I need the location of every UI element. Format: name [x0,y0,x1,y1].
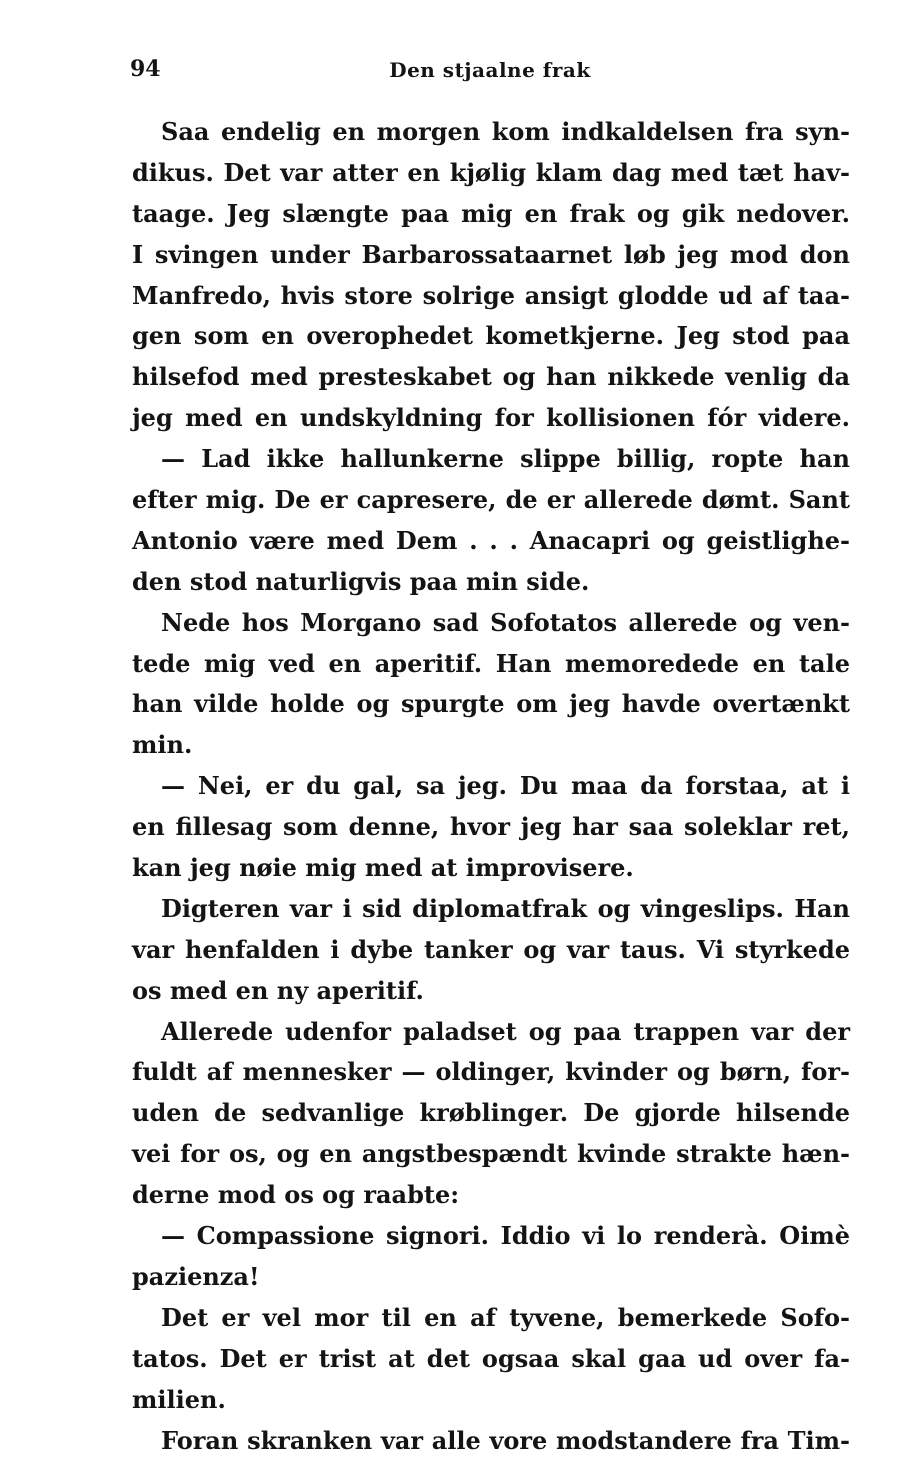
text-line: kan jeg nøie mig med at improvisere. [132,848,850,889]
page-number: 94 [130,56,161,82]
text-line: vei for os, og en angstbespændt kvinde strakte hæn- [132,1134,850,1175]
text-line: fuldt af mennesker — oldinger, kvinder og børn, for- [132,1052,850,1093]
text-line: jeg med en undskyldning for kollisionen fór videre. [132,398,850,439]
text-line: uden de sedvanlige krøblinger. De gjorde hilsende [132,1093,850,1134]
text-line: gen som en overophedet kometkjerne. Jeg stod paa [132,316,850,357]
text-line: han vilde holde og spurgte om jeg havde overtænkt [132,684,850,725]
running-title: Den stjaalne frak [130,58,850,82]
text-line: Nede hos Morgano sad Sofotatos allerede og ven- [132,603,850,644]
body-text [132,112,850,1461]
text-line: taage. Jeg slængte paa mig en frak og gik nedover. [132,194,850,235]
text-line: Antonio være med Dem . . . Anacapri og geistlighe- [132,521,850,562]
text-line: — Lad ikke hallunkerne slippe billig, ropte han [132,439,850,480]
text-line: var henfalden i dybe tanker og var taus. Vi styrkede [132,930,850,971]
text-line: min. [132,725,850,766]
text-line: Det er vel mor til en af tyvene, bemerkede Sofo- [132,1298,850,1339]
text-line: Digteren var i sid diplomatfrak og vingeslips. Han [132,889,850,930]
text-line: dikus. Det var atter en kjølig klam dag med tæt hav- [132,153,850,194]
text-line: Allerede udenfor paladset og paa trappen var der [132,1012,850,1053]
text-line: Foran skranken var alle vore modstandere fra Tim- [132,1421,850,1461]
text-line: milien. [132,1380,850,1421]
text-line: den stod naturligvis paa min side. [132,562,850,603]
text-line: Saa endelig en morgen kom indkaldelsen fra syn- [132,112,850,153]
text-line: Manfredo, hvis store solrige ansigt glodde ud af taa- [132,276,850,317]
text-line: — Nei, er du gal, sa jeg. Du maa da forstaa, at i [132,766,850,807]
text-line: hilsefod med presteskabet og han nikkede venlig da [132,357,850,398]
text-line: derne mod os og raabte: [132,1175,850,1216]
text-line: pazienza! [132,1257,850,1298]
text-line: tatos. Det er trist at det ogsaa skal gaa ud over fa- [132,1339,850,1380]
text-line: I svingen under Barbarossataarnet løb jeg mod don [132,235,850,276]
text-line: tede mig ved en aperitif. Han memoredede en tale [132,644,850,685]
text-line: os med en ny aperitif. [132,971,850,1012]
text-line: en fillesag som denne, hvor jeg har saa soleklar ret, [132,807,850,848]
page-header [130,56,850,92]
text-line: efter mig. De er capresere, de er allerede dømt. Sant [132,480,850,521]
text-line: — Compassione signori. Iddio vi lo renderà. Oimè [132,1216,850,1257]
